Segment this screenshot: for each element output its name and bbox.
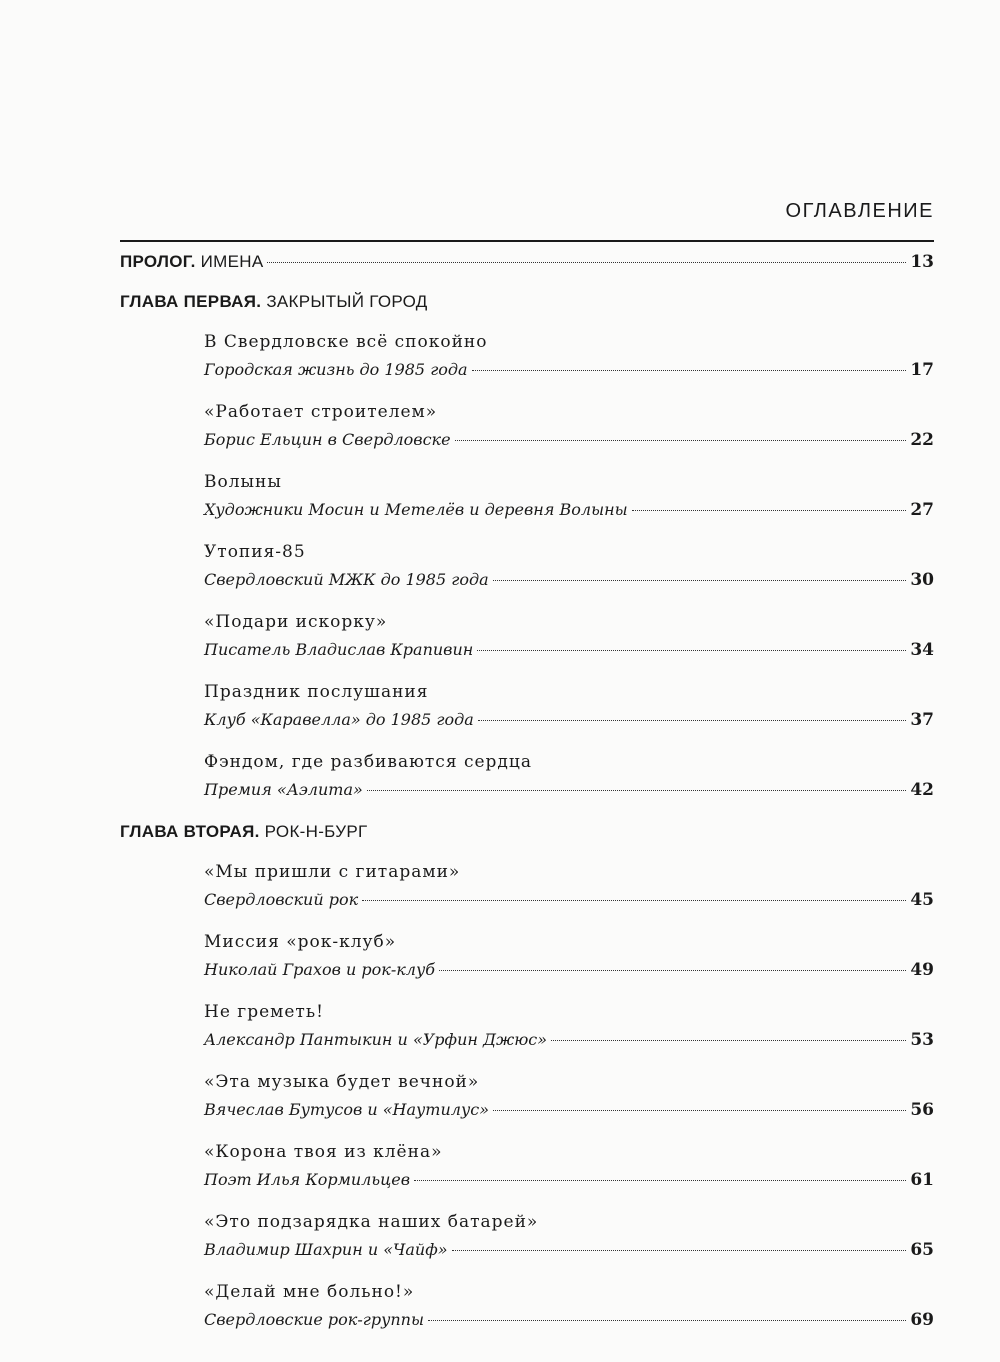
chapter-heading[interactable]: ГЛАВА ВТОРАЯ. РОК-Н-БУРГ	[120, 822, 368, 841]
page-number: 42	[910, 780, 934, 800]
entry-title: Утопия-85	[204, 542, 306, 562]
page-number: 30	[910, 570, 934, 590]
chapter-entries	[120, 328, 934, 804]
entry-subtitle-row	[204, 426, 934, 454]
entry-subtitle: Вячеслав Бутусов и «Наутилус»	[204, 1100, 489, 1119]
leader-dots	[472, 370, 907, 371]
page-number: 37	[910, 710, 934, 730]
leader-dots	[632, 510, 907, 511]
leader-dots	[551, 1040, 906, 1041]
entry-subtitle: Поэт Илья Кормильцев	[204, 1170, 411, 1189]
toc-entry[interactable]	[204, 608, 934, 664]
toc-entry[interactable]	[204, 1068, 934, 1124]
entry-subtitle: Николай Грахов и рок-клуб	[204, 960, 436, 979]
page-number: 45	[910, 890, 934, 910]
entry-title: «Эта музыка будет вечной»	[204, 1072, 480, 1092]
entry-subtitle-row	[204, 956, 934, 984]
entry-subtitle: Александр Пантыкин и «Урфин Джюс»	[204, 1030, 548, 1049]
chapter-heading[interactable]: ГЛАВА ПЕРВАЯ. ЗАКРЫТЫЙ ГОРОД	[120, 292, 428, 311]
entry-subtitle-row	[204, 1236, 934, 1264]
entry-title: «Корона твоя из клёна»	[204, 1142, 443, 1162]
toc-entry[interactable]	[204, 998, 934, 1054]
leader-dots	[428, 1320, 906, 1321]
chapter-entries	[120, 858, 934, 1334]
leader-dots	[493, 580, 907, 581]
page-number: 53	[910, 1030, 934, 1050]
entry-subtitle-row	[204, 1096, 934, 1124]
table-of-contents	[120, 252, 934, 1334]
toc-heading: ОГЛАВЛЕНИЕ	[785, 200, 934, 222]
entry-subtitle-row	[204, 1306, 934, 1334]
entry-subtitle-row	[204, 886, 934, 914]
entry-title: Фэндом, где разбиваются сердца	[204, 752, 532, 772]
leader-dots	[267, 262, 906, 263]
entry-subtitle-row	[204, 636, 934, 664]
entry-title: В Свердловске всё спокойно	[204, 332, 488, 352]
toc-entry[interactable]	[204, 328, 934, 384]
entry-title: «Это подзарядка наших батарей»	[204, 1212, 539, 1232]
toc-entry[interactable]	[204, 398, 934, 454]
entry-title: Праздник послушания	[204, 682, 429, 702]
page-number: 27	[910, 500, 934, 520]
entry-subtitle-row	[204, 356, 934, 384]
entry-subtitle: Владимир Шахрин и «Чайф»	[204, 1240, 448, 1259]
leader-dots	[362, 900, 906, 901]
page-number: 61	[910, 1170, 934, 1190]
entry-subtitle-row	[204, 776, 934, 804]
entry-subtitle: Борис Ельцин в Свердловске	[204, 430, 451, 449]
entry-subtitle: Свердловские рок-группы	[204, 1310, 424, 1329]
page-number: 34	[910, 640, 934, 660]
entry-subtitle-row	[204, 1166, 934, 1194]
heading-rule	[120, 240, 934, 242]
entry-title: «Работает строителем»	[204, 402, 438, 422]
entry-title: Не греметь!	[204, 1002, 324, 1022]
entry-title: Миссия «рок-клуб»	[204, 932, 397, 952]
toc-entry[interactable]	[204, 748, 934, 804]
leader-dots	[455, 440, 907, 441]
entry-subtitle: Премия «Аэлита»	[204, 780, 363, 799]
leader-dots	[477, 650, 906, 651]
toc-entry[interactable]	[204, 858, 934, 914]
toc-entry[interactable]	[204, 678, 934, 734]
toc-entry[interactable]	[204, 1278, 934, 1334]
leader-dots	[439, 970, 906, 971]
leader-dots	[478, 720, 907, 721]
entry-title: «Мы пришли с гитарами»	[204, 862, 461, 882]
entry-title: Волыны	[204, 472, 282, 492]
toc-prolog[interactable]	[120, 252, 934, 282]
entry-title: «Подари искорку»	[204, 612, 388, 632]
page-number: 56	[910, 1100, 934, 1120]
toc-entry[interactable]	[204, 1208, 934, 1264]
entry-subtitle-row	[204, 566, 934, 594]
leader-dots	[493, 1110, 906, 1111]
toc-entry[interactable]	[204, 538, 934, 594]
page-number: 49	[910, 960, 934, 980]
entry-subtitle: Свердловский МЖК до 1985 года	[204, 570, 489, 589]
prolog-label: ПРОЛОГ. ИМЕНА	[120, 252, 264, 271]
toc-entry[interactable]	[204, 1138, 934, 1194]
entry-subtitle: Свердловский рок	[204, 890, 359, 909]
toc-entry[interactable]	[204, 468, 934, 524]
page-number: 22	[910, 430, 934, 450]
entry-title: «Делай мне больно!»	[204, 1282, 415, 1302]
entry-subtitle: Клуб «Каравелла» до 1985 года	[204, 710, 474, 729]
entry-subtitle: Писатель Владислав Крапивин	[204, 640, 474, 659]
leader-dots	[452, 1250, 907, 1251]
entry-subtitle: Городская жизнь до 1985 года	[204, 360, 468, 379]
leader-dots	[367, 790, 907, 791]
page-number: 13	[910, 252, 934, 272]
entry-subtitle-row	[204, 1026, 934, 1054]
entry-subtitle-row	[204, 496, 934, 524]
toc-entry[interactable]	[204, 928, 934, 984]
page-number: 17	[910, 360, 934, 380]
page-number: 65	[910, 1240, 934, 1260]
entry-subtitle-row	[204, 706, 934, 734]
page-number: 69	[910, 1310, 934, 1330]
entry-subtitle: Художники Мосин и Метелёв и деревня Волыны	[204, 500, 628, 519]
leader-dots	[414, 1180, 906, 1181]
